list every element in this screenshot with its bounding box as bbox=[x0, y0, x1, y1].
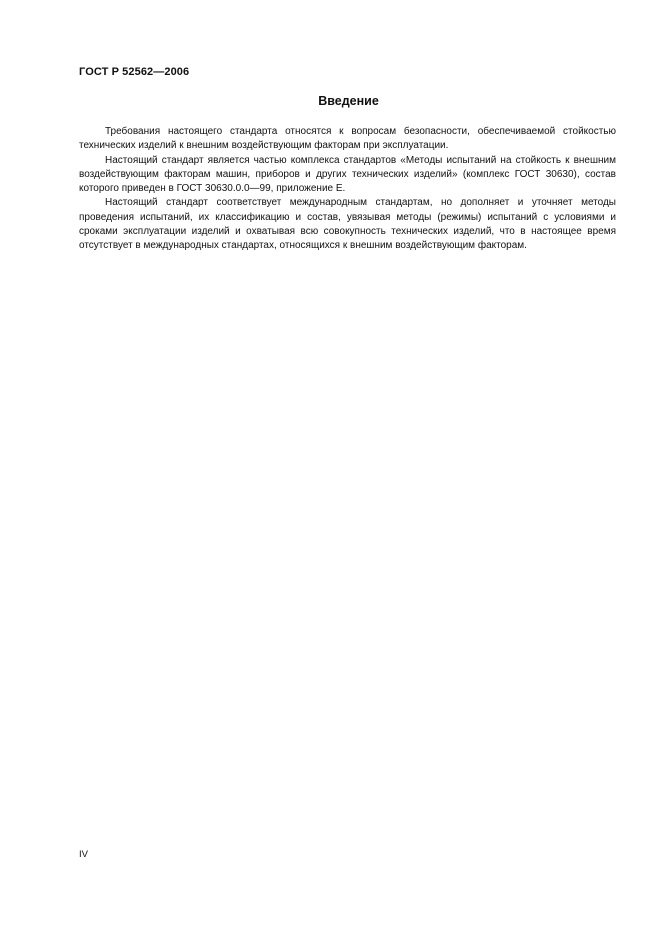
paragraph-3: Настоящий стандарт соответствует международным стандартам, но дополняет и уточняет методы проведения испытаний, их классификацию и состав, увязывая методы (режимы) испытаний с условиями и сроками эксплуатации изделий и охватывая всю совокупность технических изделий, что в настоящее время отсутствует в международных стандартах, относящихся к внешним воздействующим факторам. bbox=[79, 197, 616, 252]
paragraph-1: Требования настоящего стандарта относятся к вопросам безопасности, обеспечиваемой стойкостью технических изделий к внешним воздействующим факторам при эксплуатации. bbox=[79, 126, 616, 152]
paragraph-2: Настоящий стандарт является частью комплекса стандартов «Методы испытаний на стойкость к внешним воздействующим факторам машин, приборов и других технических изделий» (комплекс ГОСТ 30630), состав которого приведен в ГОСТ 30630.0.0—99, приложение Е. bbox=[79, 154, 616, 195]
page-number: IV bbox=[79, 849, 88, 860]
body-text bbox=[79, 125, 616, 254]
document-header: ГОСТ Р 52562—2006 bbox=[79, 66, 190, 78]
section-title: Введение bbox=[318, 94, 379, 108]
